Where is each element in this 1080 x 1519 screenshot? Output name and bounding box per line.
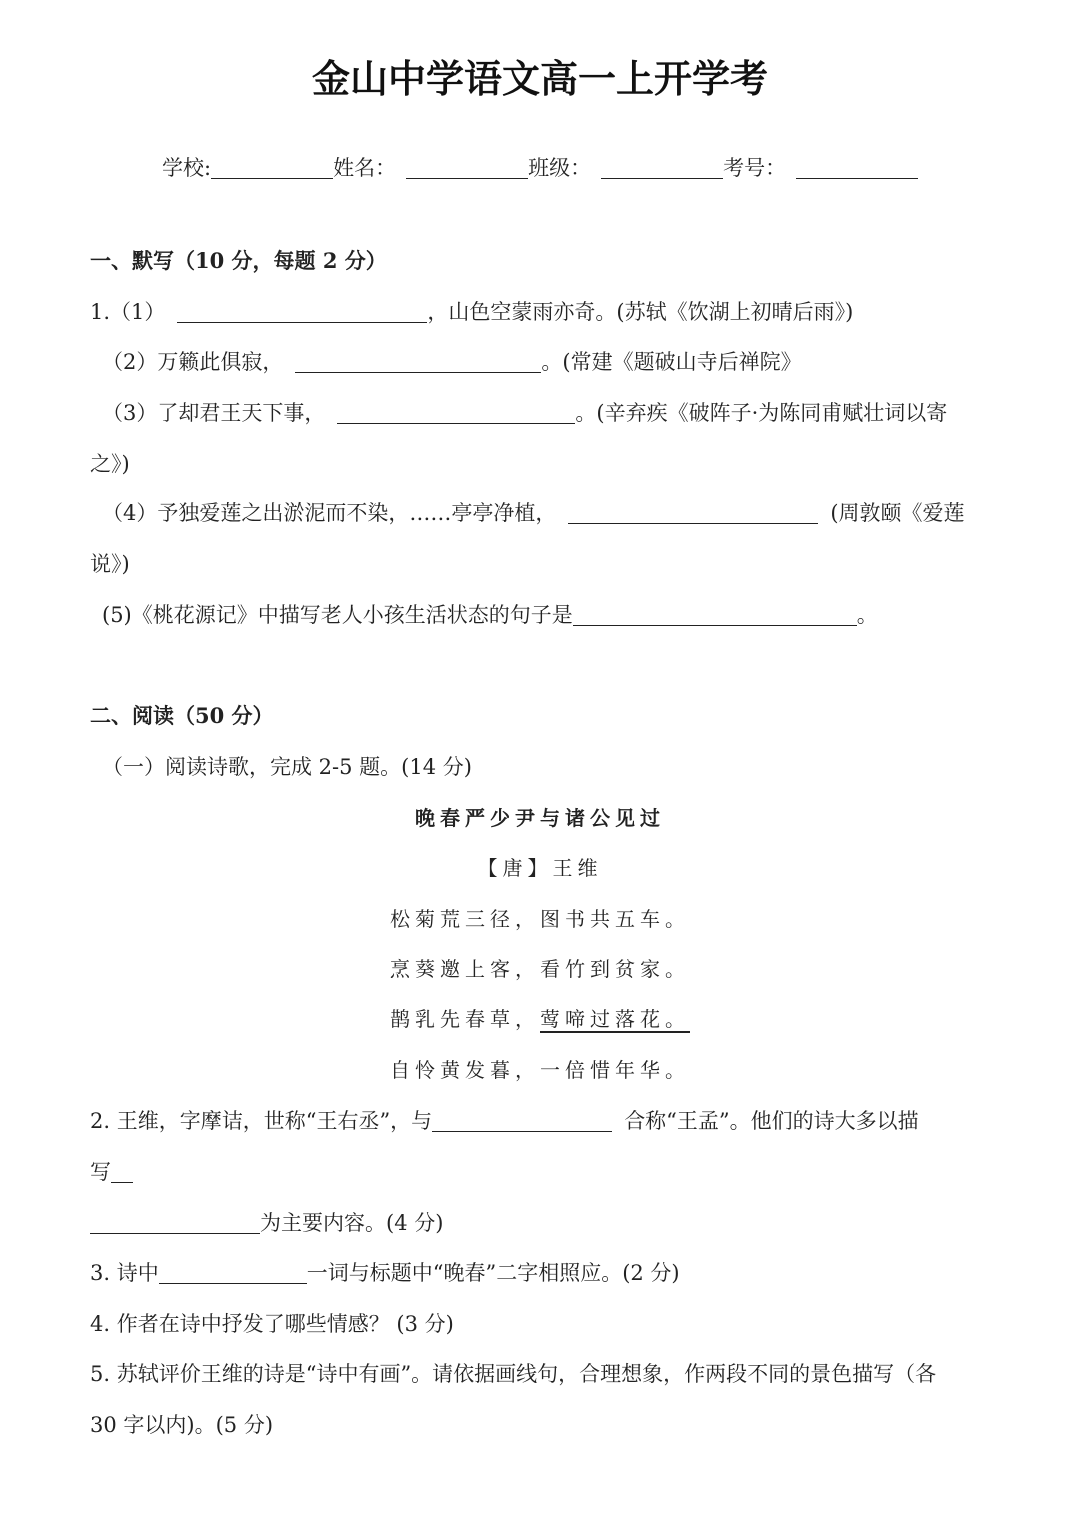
question-4: 4. 作者在诗中抒发了哪些情感？ (3 分) — [90, 1312, 454, 1336]
question-1-2 — [102, 346, 802, 376]
poem-line-4: 自怜黄发暮，一倍惜年华。 — [390, 1058, 690, 1082]
student-info-line — [162, 152, 918, 182]
q2-end-line — [90, 1207, 443, 1237]
part1-instruction: （一）阅读诗歌，完成 2-5 题。(14 分) — [102, 755, 472, 779]
q3-blank[interactable] — [159, 1282, 307, 1284]
class-blank[interactable] — [601, 177, 723, 179]
q1-5-end: 。 — [856, 603, 878, 627]
q1-5-blank[interactable] — [573, 624, 857, 626]
q2-blank-2a[interactable] — [111, 1181, 133, 1183]
q1-4-blank[interactable] — [568, 522, 818, 524]
class-label: 班级： — [528, 156, 592, 180]
q1-4-source: (周敦颐《爱莲 — [830, 501, 965, 525]
poem-title: 晚春严少尹与诸公见过 — [415, 806, 665, 830]
q2-text: 2. 王维，字摩诘，世称“王右丞”，与 — [90, 1109, 433, 1133]
poem-line-1: 松菊荒三径，图书共五车。 — [390, 907, 690, 931]
question-2 — [90, 1105, 919, 1135]
q2-blank-1[interactable] — [432, 1130, 612, 1132]
q1-3-text: （3）了却君王天下事， — [102, 401, 326, 425]
q1-4-text: （4）予独爱莲之出淤泥而不染，……亭亭净植， — [102, 501, 557, 525]
question-1-3 — [102, 397, 947, 427]
school-label: 学校: — [162, 156, 212, 180]
q1-2-text: （2）万籁此俱寂， — [102, 350, 284, 374]
name-label: 姓名： — [333, 156, 397, 180]
question-1-4 — [102, 497, 965, 527]
q1-3-blank[interactable] — [337, 422, 575, 424]
poem-line-3 — [0, 1003, 1080, 1032]
q1-3-continued: 之》) — [90, 452, 130, 476]
question-1-5 — [102, 599, 878, 629]
q1-2-blank[interactable] — [295, 371, 541, 373]
question-5: 5. 苏轼评价王维的诗是“诗中有画”。请依据画线句，合理想象，作两段不同的景色描写（各 — [90, 1362, 937, 1386]
question-3 — [90, 1257, 680, 1287]
poem-line-2: 烹葵邀上客，看竹到贫家。 — [390, 957, 690, 981]
q5-continued: 30 字以内)。(5 分) — [90, 1413, 274, 1437]
q2-blank-2b[interactable] — [90, 1232, 260, 1234]
q2-end-text: 为主要内容。(4 分) — [260, 1211, 444, 1235]
q2-text-tail: 合称“王孟”。他们的诗大多以描 — [624, 1109, 919, 1133]
q1-1-blank[interactable] — [177, 321, 427, 323]
number-blank[interactable] — [796, 177, 918, 179]
q1-1-number: 1.（1） — [90, 300, 166, 324]
poem-author: 【唐】王维 — [477, 856, 603, 880]
q1-1-text: ，山色空蒙雨亦奇。(苏轼《饮湖上初晴后雨》) — [427, 300, 854, 324]
q3-text-tail: 一词与标题中“晚春”二字相照应。(2 分) — [306, 1261, 680, 1285]
name-blank[interactable] — [406, 177, 528, 179]
q1-4-continued: 说》) — [90, 552, 130, 576]
poem-line-3-underlined: 莺啼过落花。 — [540, 1007, 690, 1031]
school-blank[interactable] — [211, 177, 333, 179]
q3-text: 3. 诗中 — [90, 1261, 159, 1285]
section1-heading: 一、默写（10 分，每题 2 分） — [90, 248, 387, 273]
question-1-1 — [90, 296, 853, 326]
q2-continued — [90, 1156, 133, 1186]
q2-cont-text: 写 — [90, 1160, 111, 1184]
number-label: 考号： — [723, 156, 787, 180]
q1-3-source: 。(辛弃疾《破阵子·为陈同甫赋壮词以寄 — [575, 401, 948, 425]
poem-line-3-head: 鹊乳先春草， — [390, 1007, 540, 1031]
exam-title: 金山中学语文高一上开学考 — [311, 56, 768, 101]
q1-2-source: 。(常建《题破山寺后禅院》 — [541, 350, 802, 374]
q1-5-text: (5)《桃花源记》中描写老人小孩生活状态的句子是 — [102, 603, 573, 627]
section2-heading: 二、阅读（50 分） — [90, 703, 274, 728]
